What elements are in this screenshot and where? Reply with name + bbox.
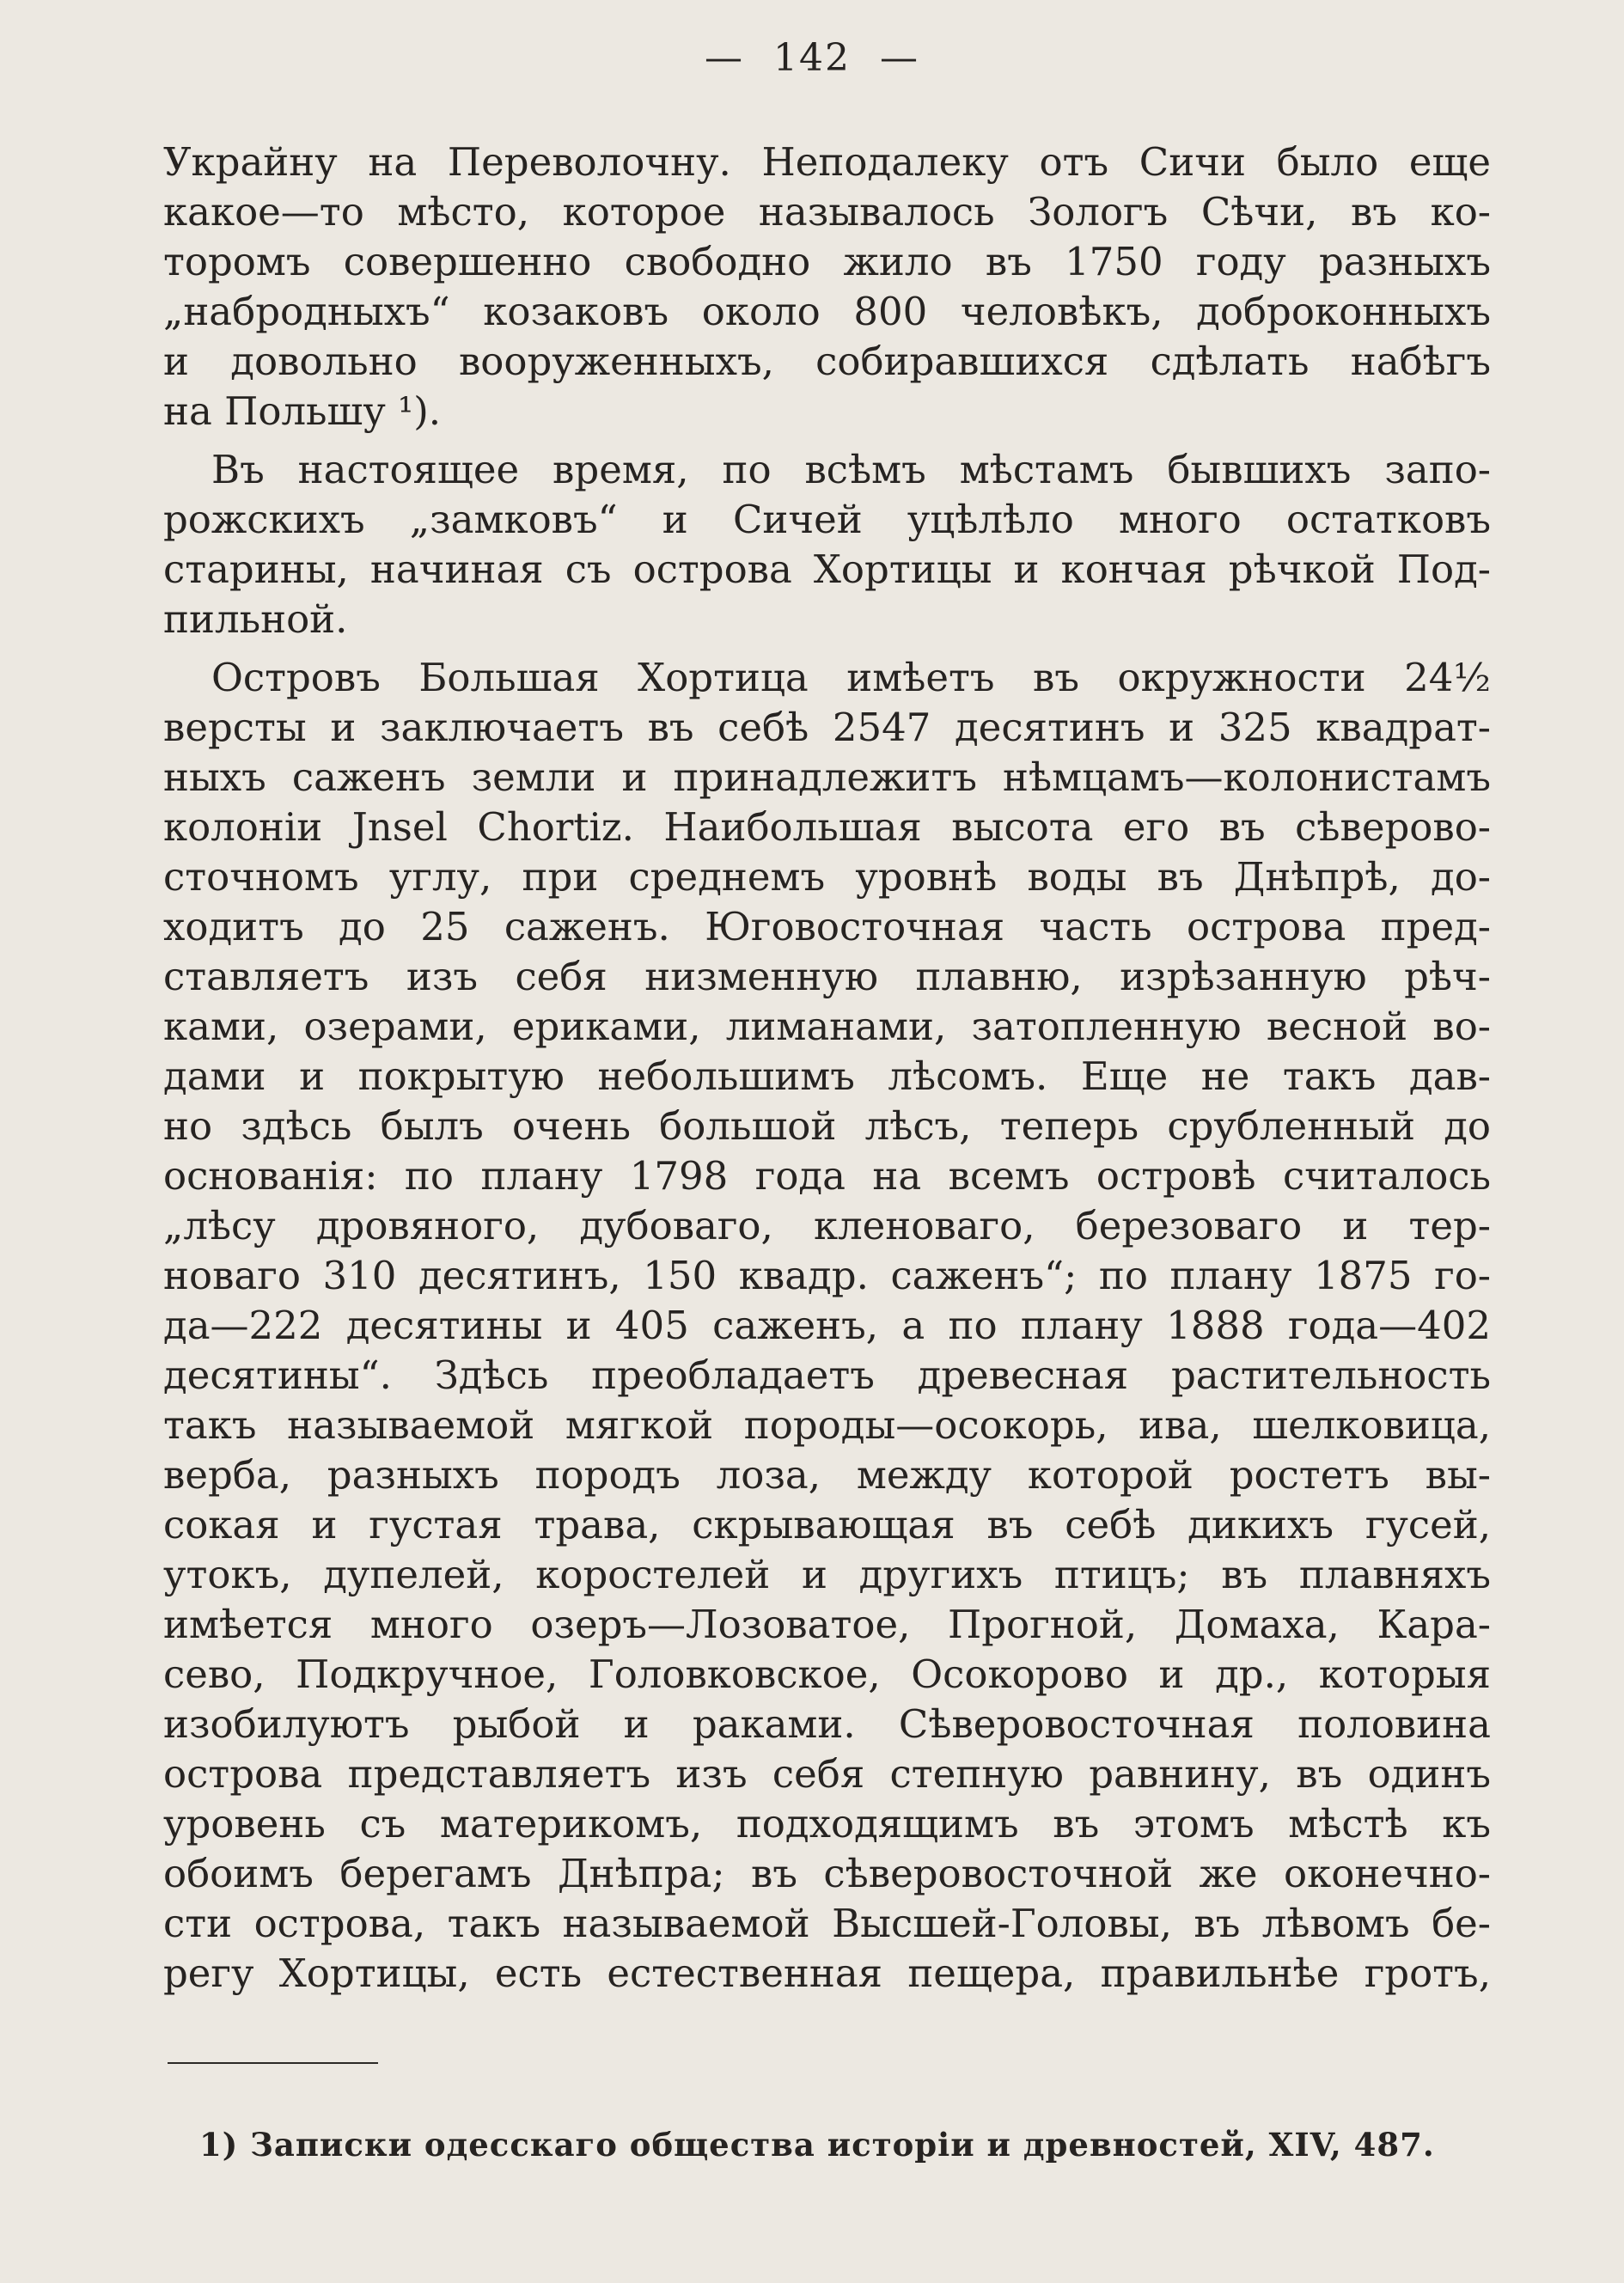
text-line: колонiи Jnsel Chortiz. Наибольшая высота его въ сѣверово- <box>163 804 1491 850</box>
text-line: „лѣсу дровяного, дубоваго, кленоваго, березоваго и тер- <box>163 1203 1491 1248</box>
page-header <box>0 36 1624 80</box>
text-line: ныхъ саженъ земли и принадлежитъ нѣмцамъ—колонистамъ <box>163 754 1491 800</box>
text-line: Украйну на Переволочну. Неподалеку отъ Сичи было еще <box>163 139 1491 185</box>
text-line: какое—то мѣсто, которое называлось Зологъ Сѣчи, въ ко- <box>163 189 1491 235</box>
text-line: рожскихъ „замковъ“ и Сичей уцѣлѣло много остатковъ <box>163 497 1491 542</box>
header-dash-right: — <box>879 36 919 80</box>
text-line: сево, Подкручное, Головковское, Осокорово и др., которыя <box>163 1651 1491 1697</box>
footnote-text: Записки одесскаго общества исторiи и древностей, XIV, 487. <box>250 2126 1435 2164</box>
text-line: ставляетъ изъ себя низменную плавню, изрѣзанную рѣч- <box>163 954 1491 999</box>
text-line: утокъ, дупелей, коростелей и другихъ птицъ; въ плавняхъ <box>163 1552 1491 1597</box>
text-line: изобилуютъ рыбой и раками. Сѣверовосточная половина <box>163 1701 1491 1747</box>
footnote <box>199 2125 1435 2164</box>
body-text <box>163 137 1491 1999</box>
text-line: новаго 310 десятинъ, 150 квадр. саженъ“; по плану 1875 го- <box>163 1253 1491 1298</box>
text-line: верба, разныхъ породъ лоза, между которой ростетъ вы- <box>163 1452 1491 1498</box>
text-line: пильной. <box>163 596 348 642</box>
text-line: дами и покрытую небольшимъ лѣсомъ. Еще не такъ дав- <box>163 1053 1491 1099</box>
text-line: ходитъ до 25 саженъ. Юговосточная часть острова пред- <box>163 904 1491 949</box>
text-line: острова представляетъ изъ себя степную равнину, въ одинъ <box>163 1751 1491 1797</box>
footnote-marker: 1) <box>199 2126 239 2164</box>
footnote-separator <box>168 2062 378 2064</box>
text-line: но здѣсь былъ очень большой лѣсъ, теперь срубленный до <box>163 1103 1491 1149</box>
text-line: имѣется много озеръ—Лозоватое, Прогной, Домаха, Кара- <box>163 1602 1491 1647</box>
text-line: да—222 десятины и 405 саженъ, а по плану 1888 года—402 <box>163 1303 1491 1348</box>
text-line: Островъ Большая Хортица имѣетъ въ окружности 24½ <box>211 655 1491 700</box>
text-line: Въ настоящее время, по всѣмъ мѣстамъ бывшихъ запо- <box>211 447 1491 492</box>
text-line: „набродныхъ“ козаковъ около 800 человѣкъ, доброконныхъ <box>163 289 1491 334</box>
text-line: такъ называемой мягкой породы—осокорь, ива, шелковица, <box>163 1402 1491 1448</box>
header-dash-left: — <box>705 36 744 80</box>
text-line: версты и заключаетъ въ себѣ 2547 десятинъ и 325 квадрат- <box>163 705 1491 750</box>
text-line: старины, начиная съ острова Хортицы и кончая рѣчкой Под- <box>163 546 1491 592</box>
text-line: регу Хортицы, есть естественная пещера, правильнѣе гротъ, <box>163 1950 1491 1996</box>
text-line: и довольно вооруженныхъ, собиравшихся сдѣлать набѣгъ <box>163 339 1491 384</box>
text-line: торомъ совершенно свободно жило въ 1750 году разныхъ <box>163 239 1491 284</box>
text-line: уровень съ материкомъ, подходящимъ въ этомъ мѣстѣ къ <box>163 1801 1491 1847</box>
text-line: сокая и густая трава, скрывающая въ себѣ дикихъ гусей, <box>163 1502 1491 1547</box>
text-line: сти острова, такъ называемой Высшей-Головы, въ лѣвомъ бе- <box>163 1901 1491 1946</box>
text-line: сточномъ углу, при среднемъ уровнѣ воды въ Днѣпрѣ, до- <box>163 854 1491 900</box>
text-line: десятины“. Здѣсь преобладаетъ древесная растительность <box>163 1352 1491 1398</box>
text-line: ками, озерами, ериками, лиманами, затопленную весной во- <box>163 1004 1491 1049</box>
text-line: основанiя: по плану 1798 года на всемъ островѣ считалось <box>163 1153 1491 1199</box>
text-line: обоимъ берегамъ Днѣпра; въ сѣверовосточной же оконечно- <box>163 1851 1491 1896</box>
text-line: на Польшу ¹). <box>163 388 442 434</box>
page-number: 142 <box>773 36 851 80</box>
